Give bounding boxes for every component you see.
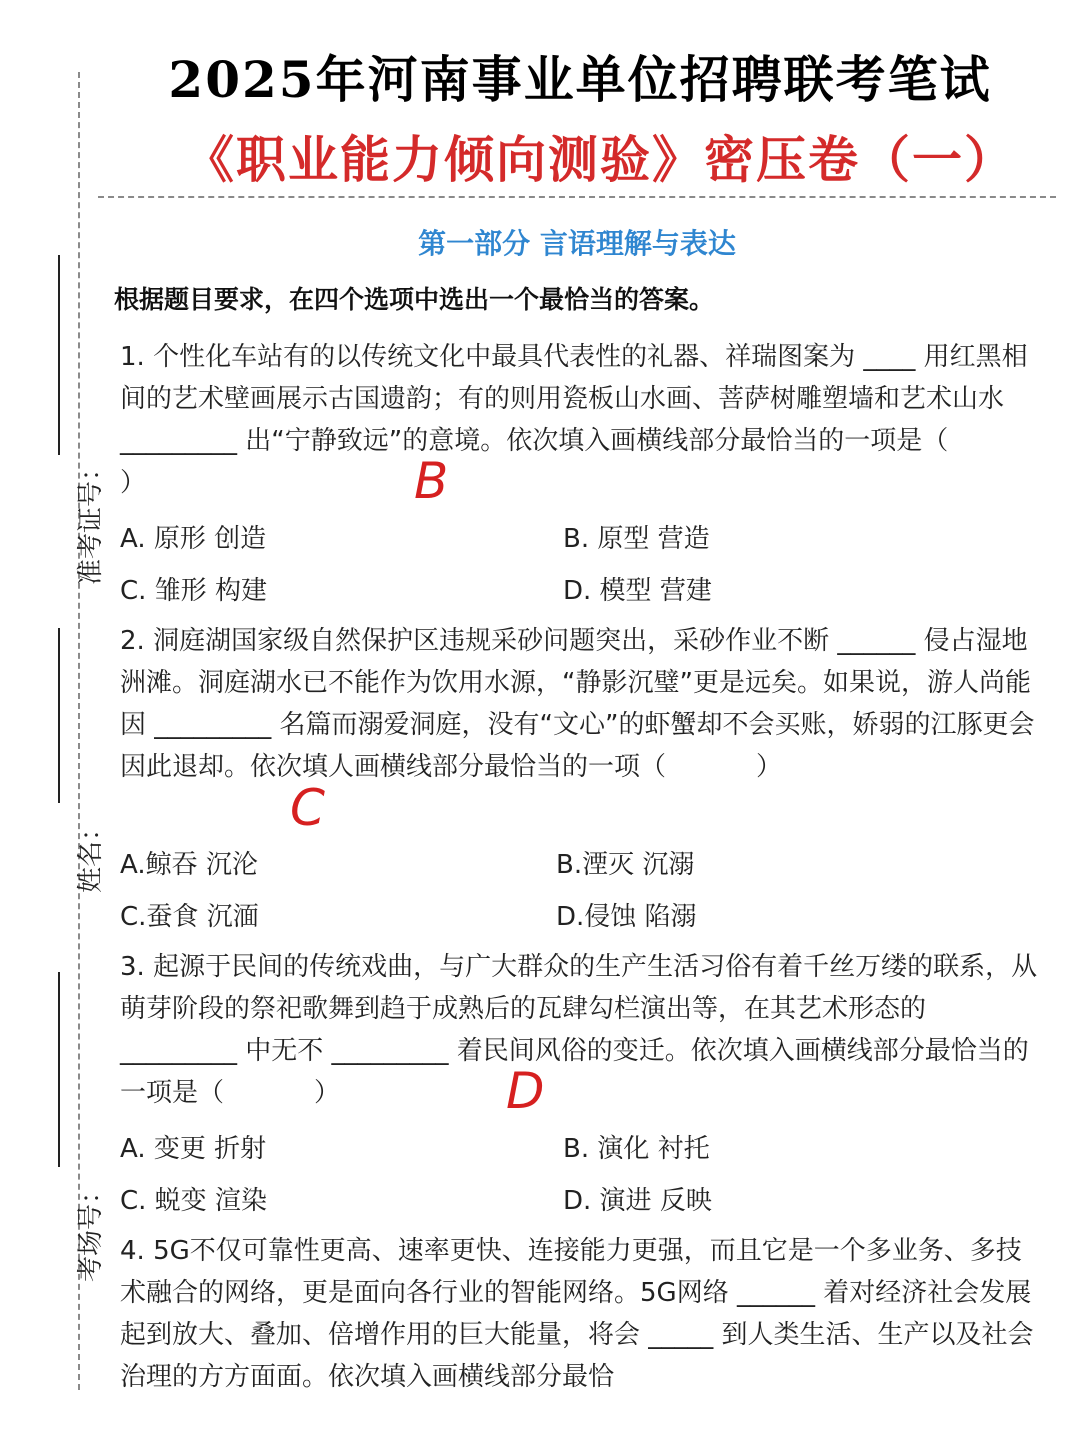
page-title: 2025年河南事业单位招聘联考笔试 bbox=[168, 50, 992, 109]
room-id-line bbox=[58, 972, 60, 1167]
question-3 bbox=[120, 946, 1040, 1120]
section-title: 第一部分 言语理解与表达 bbox=[418, 227, 736, 260]
exam-id-label: 准考证号： bbox=[76, 454, 106, 585]
question-1-option-a[interactable]: A. 原形 创造 bbox=[120, 524, 267, 554]
question-3-option-d[interactable]: D. 演进 反映 bbox=[563, 1186, 712, 1216]
question-2-option-c[interactable]: C.蚕食 沉湎 bbox=[120, 902, 259, 932]
question-3-option-a[interactable]: A. 变更 折射 bbox=[120, 1134, 267, 1164]
header-divider bbox=[98, 196, 1056, 198]
question-1-text: 1. 个性化车站有的以传统文化中最具代表性的礼器、祥瑞图案为 ____ 用红黑相间的艺术壁画展示古国遗韵；有的则用瓷板山水画、菩萨树雕塑墙和艺术山水 _________ 出“宁静致远”的意境。依次填入画横线部分最恰当的一项是（ bbox=[120, 342, 1028, 456]
question-2-handwritten-answer: C bbox=[290, 779, 325, 837]
question-1-option-b[interactable]: B. 原型 营造 bbox=[563, 524, 710, 554]
exam-id-line bbox=[58, 255, 60, 455]
question-4-text: 4. 5G不仅可靠性更高、速率更快、连接能力更强，而且它是一个多业务、多技术融合的网络，更是面向各行业的智能网络。5G网络 ______ 着对经济社会发展起到放大、叠加、倍增作用的巨大能量，将会 _____ 到人类生活、生产以及社会治理的方方面面。依次填入画横线部分最恰 bbox=[120, 1236, 1034, 1392]
question-2-option-d[interactable]: D.侵蚀 陷溺 bbox=[556, 902, 697, 932]
question-3-option-b[interactable]: B. 演化 衬托 bbox=[563, 1134, 710, 1164]
question-1-option-d[interactable]: D. 模型 营建 bbox=[563, 576, 712, 606]
question-3-handwritten-answer: D bbox=[506, 1062, 545, 1120]
question-1-handwritten-answer: B bbox=[414, 452, 449, 510]
question-2-option-b[interactable]: B.湮灭 沉溺 bbox=[556, 850, 695, 880]
name-line bbox=[58, 628, 60, 803]
question-3-close: ） bbox=[314, 1078, 341, 1108]
question-3-option-c[interactable]: C. 蜕变 渲染 bbox=[120, 1186, 267, 1216]
question-4 bbox=[120, 1230, 1040, 1398]
page-subtitle: 《职业能力倾向测验》密压卷（一） bbox=[184, 130, 1016, 189]
question-1 bbox=[120, 336, 1040, 510]
question-2-option-a[interactable]: A.鲸吞 沉沦 bbox=[120, 850, 258, 880]
instruction-text: 根据题目要求，在四个选项中选出一个最恰当的答案。 bbox=[114, 285, 715, 314]
question-2 bbox=[120, 620, 1040, 788]
question-2-close: ） bbox=[756, 752, 783, 782]
question-3-text: 3. 起源于民间的传统戏曲，与广大群众的生产生活习俗有着千丝万缕的联系，从萌芽阶段的祭祀歌舞到趋于成熟后的瓦肆勾栏演出等，在其艺术形态的 _________ 中无不 _________ 着民间风俗的变迁。依次填入画横线部分最恰当的一项是（ bbox=[120, 952, 1038, 1108]
question-1-close: ） bbox=[120, 468, 147, 498]
name-label: 姓名： bbox=[76, 814, 106, 893]
question-1-option-c[interactable]: C. 雏形 构建 bbox=[120, 576, 267, 606]
room-id-label: 考场号： bbox=[76, 1177, 106, 1282]
question-2-text: 2. 洞庭湖国家级自然保护区违规采砂问题突出，采砂作业不断 ______ 侵占湿地洲滩。洞庭湖水已不能作为饮用水源，“静影沉璧”更是远矣。如果说，游人尚能因 _________ 名篇而溺爱洞庭，没有“文心”的虾蟹却不会买账，娇弱的江豚更会因此退却。依次填人画横线部分最恰当的一项（ bbox=[120, 626, 1035, 782]
